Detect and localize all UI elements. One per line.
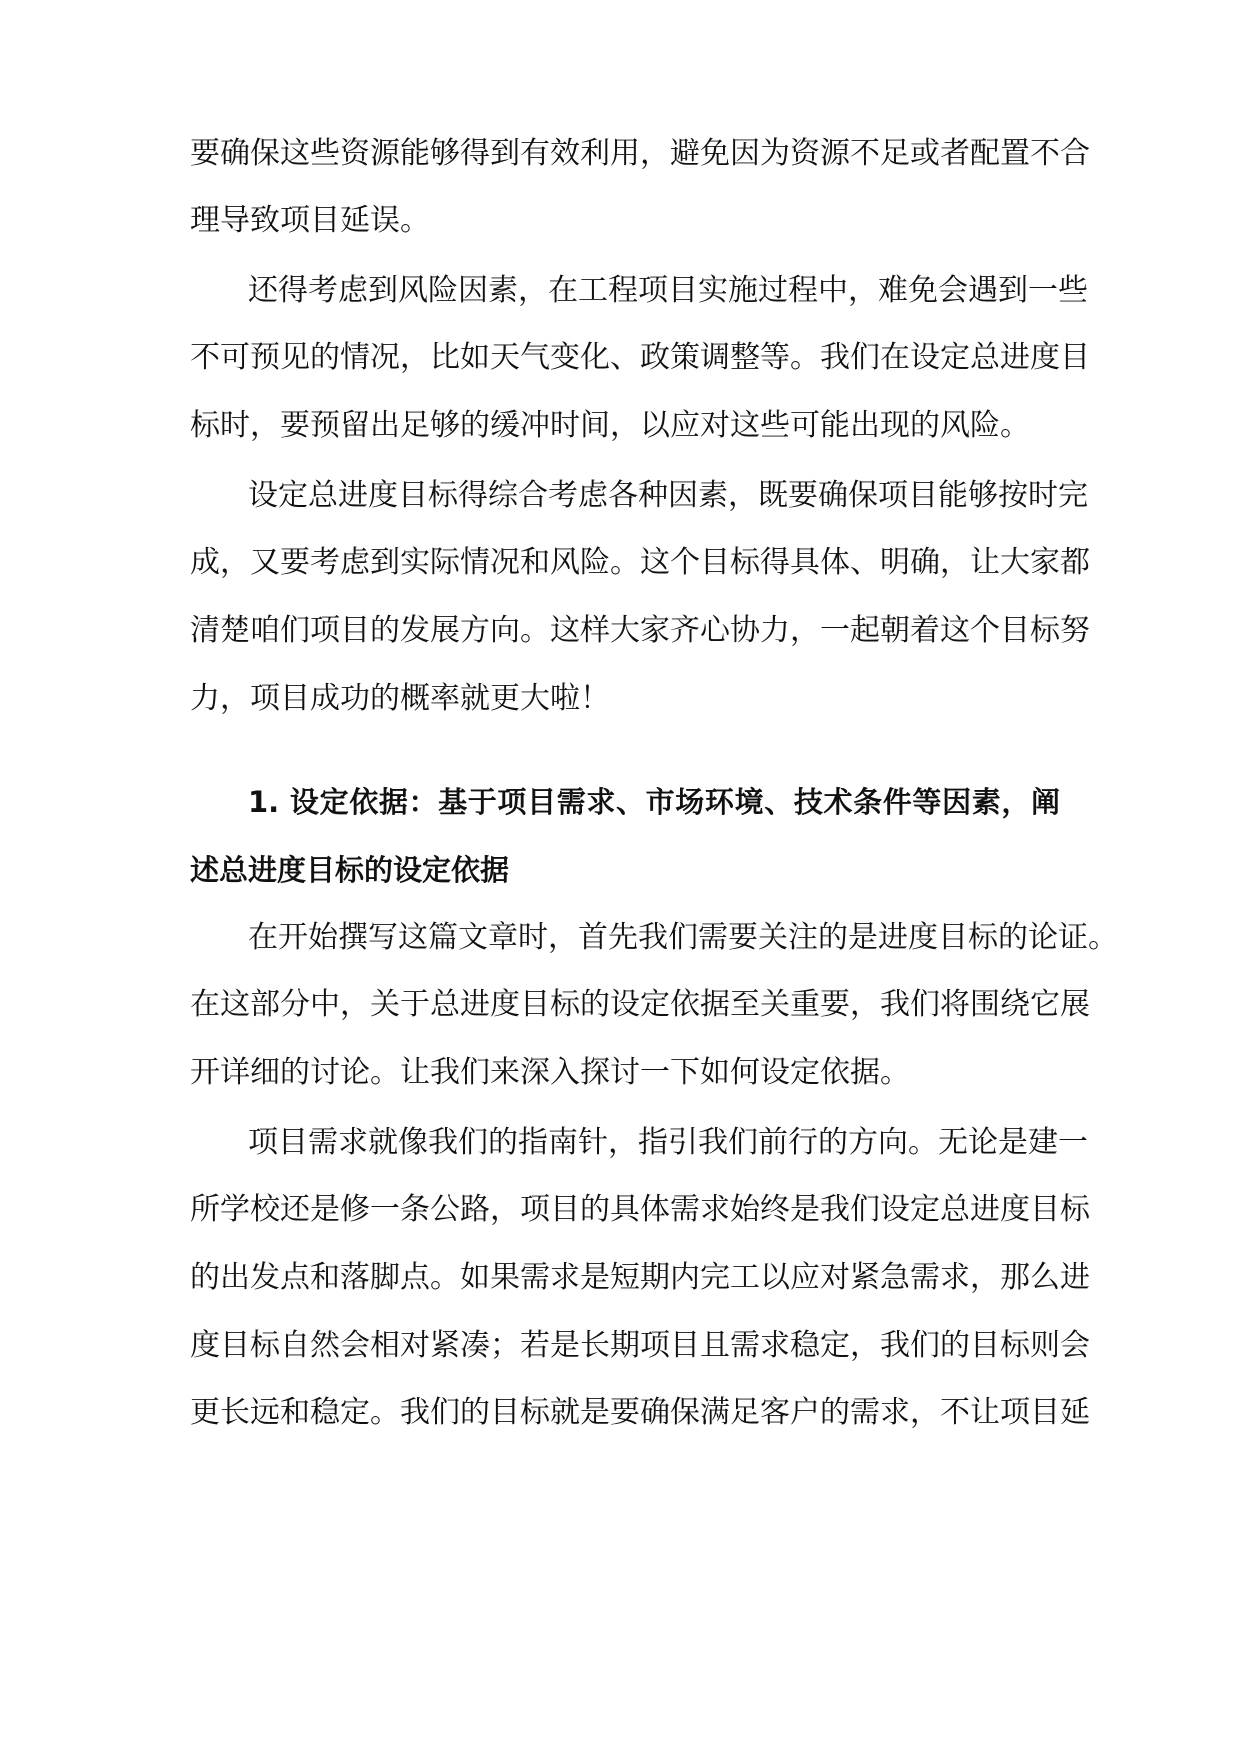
paragraph-line: 力，项目成功的概率就更大啦！ <box>190 681 610 716</box>
paragraph-line: 成，又要考虑到实际情况和风险。这个目标得具体、明确，让大家都 <box>190 545 1090 580</box>
paragraph-line: 的出发点和落脚点。如果需求是短期内完工以应对紧急需求，那么进 <box>190 1260 1090 1295</box>
section-heading: 述总进度目标的设定依据 <box>190 853 510 887</box>
paragraph-line: 清楚咱们项目的发展方向。这样大家齐心协力，一起朝着这个目标努 <box>190 613 1090 648</box>
paragraph-line: 度目标自然会相对紧凑；若是长期项目且需求稳定，我们的目标则会 <box>190 1328 1090 1363</box>
paragraph-line: 要确保这些资源能够得到有效利用，避免因为资源不足或者配置不合 <box>190 136 1090 171</box>
paragraph-line: 在这部分中，关于总进度目标的设定依据至关重要，我们将围绕它展 <box>190 987 1090 1022</box>
paragraph-line: 更长远和稳定。我们的目标就是要确保满足客户的需求，不让项目延 <box>190 1395 1090 1430</box>
paragraph-line: 所学校还是修一条公路，项目的具体需求始终是我们设定总进度目标 <box>190 1192 1090 1227</box>
paragraph-line: 理导致项目延误。 <box>190 203 430 238</box>
paragraph-line: 还得考虑到风险因素，在工程项目实施过程中，难免会遇到一些 <box>248 273 1088 308</box>
paragraph-line: 在开始撰写这篇文章时，首先我们需要关注的是进度目标的论证。 <box>248 920 1118 955</box>
section-heading: 1. 设定依据：基于项目需求、市场环境、技术条件等因素，阐 <box>248 785 1060 819</box>
paragraph-line: 开详细的讨论。让我们来深入探讨一下如何设定依据。 <box>190 1055 910 1090</box>
paragraph-line: 不可预见的情况，比如天气变化、政策调整等。我们在设定总进度目 <box>190 340 1090 375</box>
paragraph-line: 设定总进度目标得综合考虑各种因素，既要确保项目能够按时完 <box>248 478 1088 513</box>
paragraph-line: 项目需求就像我们的指南针，指引我们前行的方向。无论是建一 <box>248 1125 1088 1160</box>
paragraph-line: 标时，要预留出足够的缓冲时间，以应对这些可能出现的风险。 <box>190 408 1030 443</box>
